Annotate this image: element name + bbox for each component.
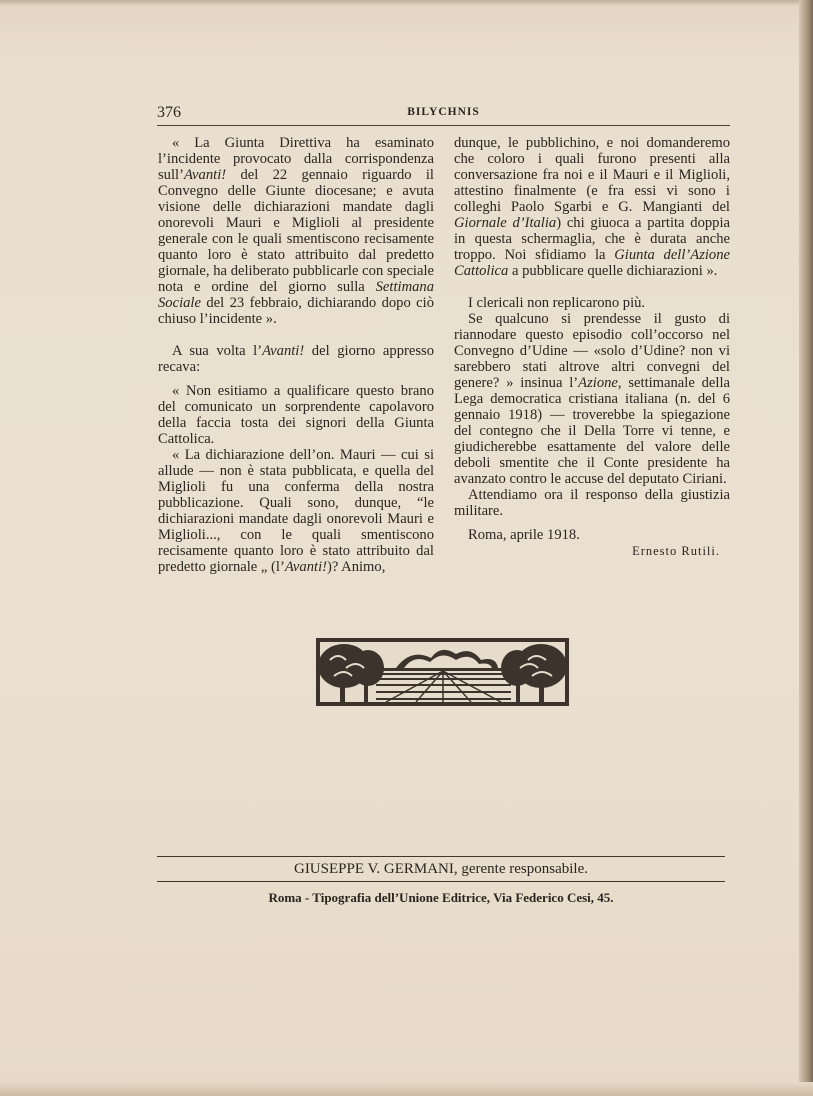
italic-giornale-italia: Giornale d’Italia: [454, 215, 557, 231]
page-binding-edge: [799, 0, 813, 1096]
printer-line: Roma - Tipografia dell’Unione Editrice, Via Federico Cesi, 45.: [268, 890, 614, 905]
place-date: Roma, aprile 1918.: [468, 527, 580, 543]
italic-avanti: Avanti!: [183, 167, 227, 183]
paragraph: dunque, le pubblichino, e noi domanderemo che coloro i quali furono presenti alla conversazione fra noi e il Mauri e il Miglioli, attestino finalmente (e fra essi vi sono i colleghi Paolo Sgarbi e G. Mangianti del Giornale d’Italia) chi giuoca a partita doppia in questa schermaglia, che è durata anche troppo. Noi sfidiamo la Giunta dell’Azione Cattolica a pubblicare quelle dichiarazioni ».: [454, 135, 731, 279]
italic-avanti: Avanti!: [284, 559, 327, 575]
running-title: BILYCHNIS: [407, 106, 480, 118]
left-column: [158, 135, 434, 575]
footer-rule-bottom: [157, 881, 725, 882]
page-top-edge: [0, 0, 813, 6]
italic-settimana-sociale: Settimana Sociale: [158, 279, 434, 311]
footer-rule-top: [157, 856, 725, 857]
header-rule: [157, 125, 730, 126]
landscape-vignette: [316, 638, 569, 706]
page-number: 376: [157, 104, 181, 121]
running-header: [157, 104, 730, 126]
gerente-line: GIUSEPPE V. GERMANI, gerente responsabile.: [293, 861, 588, 877]
signoff: [454, 527, 730, 559]
right-column: [454, 135, 730, 559]
paragraph: « La dichiarazione dell’on. Mauri — cui si allude — non è stata pubblicata, e quella del Miglioli fu una conferma della nostra pubblicazione. Quali sono, dunque, “le dichiarazioni mandate dagli onorevoli Mauri e Miglioli..., con le quali smentiscono recisamente quanto loro è stato attribuito dal predetto giornale „ (l’Avanti!)? Animo,: [158, 447, 434, 575]
paragraph: « Non esitiamo a qualificare questo brano del comunicato un sorprendente capolavoro della faccia tosta dei signori della Giunta Cattolica.: [158, 383, 434, 447]
italic-giunta-azione-cattolica: Giunta dell’Azione Cattolica: [454, 247, 731, 279]
italic-avanti: Avanti!: [262, 343, 305, 359]
paragraph: « La Giunta Direttiva ha esaminato l’incidente provocato dalla corrispondenza sull’Avanti! del 22 gennaio riguardo il Convegno delle Giunte diocesane; e avuta visione delle dichiarazioni mandate dagli onorevoli Mauri e Miglioli al presidente generale con le quali smentiscono recisamente quanto loro è stato attribuito dal predetto giornale, ha deliberato pubblicarle con speciale nota e ordine del giorno sulla Settimana Sociale del 23 febbraio, dichiarando dopo ciò chiuso l’incidente ».: [158, 135, 434, 327]
paragraph: Attendiamo ora il responso della giustizia militare.: [454, 487, 730, 519]
italic-azione: Azione: [578, 375, 618, 391]
author-signature: Ernesto Rutili.: [632, 544, 720, 558]
paragraph: A sua volta l’Avanti! del giorno appresso recava:: [158, 343, 434, 375]
paragraph: I clericali non replicarono più.: [468, 295, 646, 311]
paragraph: Se qualcuno si prendesse il gusto di riannodare questo episodio coll’occorso nel Convegno d’Udine — «solo d’Udine? non vi sarebbero stati altrove altri convegni del genere? » insinua l’Azione, settimanale della Lega democratica cristiana italiana (n. del 6 gennaio 1918) — troverebbe la spiegazione del contegno che il Della Torre vi tenne, e giudicherebbe esattamente del valore delle deboli smentite che il Conte presidente ha avanzato contro le accuse del deputato Ciriani.: [454, 311, 730, 487]
page-bottom-edge: [0, 1082, 813, 1096]
